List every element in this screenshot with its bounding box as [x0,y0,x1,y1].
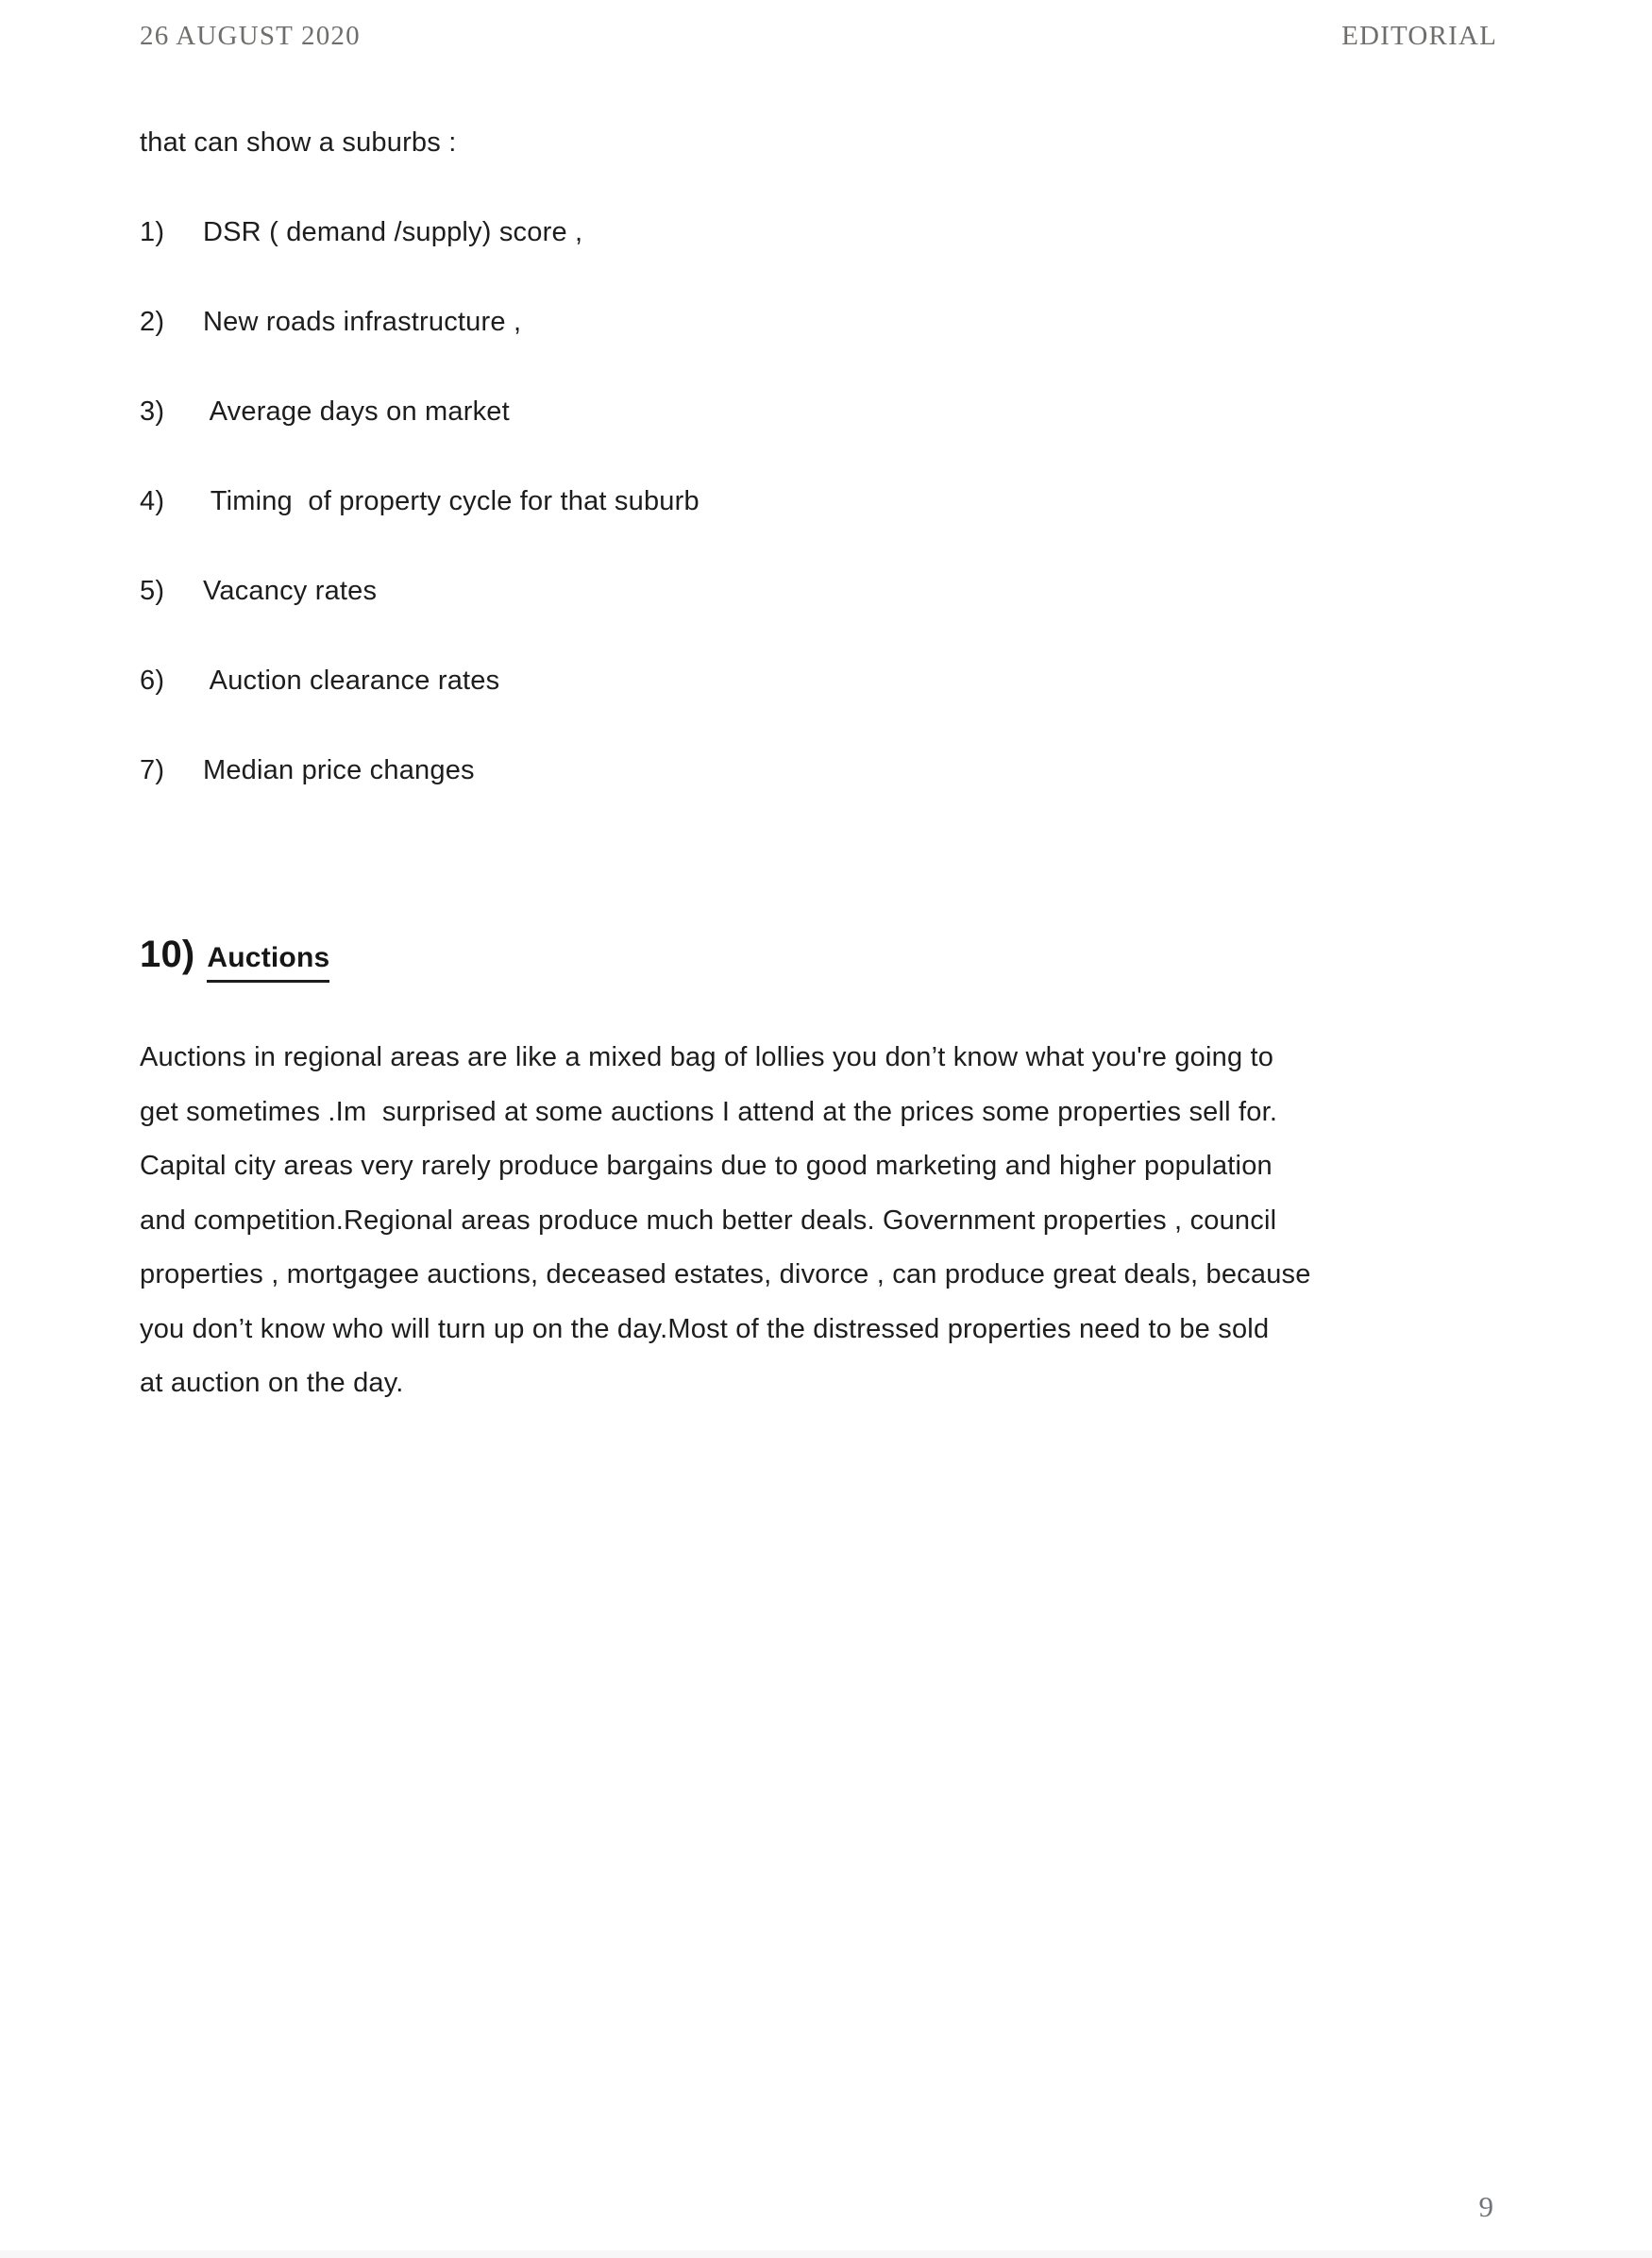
list-item [140,665,1497,697]
list-item [140,485,1497,517]
page-header [140,23,1497,50]
header-date: 26 AUGUST 2020 [140,21,361,51]
list-item-text: Auction clearance rates [203,666,500,696]
body-paragraph [140,1031,1497,1411]
list-item-text: DSR ( demand /supply) score , [203,217,583,247]
list-item-number: 5) [140,576,165,606]
list-item [140,216,1497,248]
paragraph-line: get sometimes .Im surprised at some auctions I attend at the prices some properties sell for. [140,1096,1278,1127]
list-item-text: Vacancy rates [203,576,378,606]
header-section-label: EDITORIAL [1341,21,1497,51]
section-heading-title: Auctions [207,939,329,983]
list-item-text: Median price changes [203,755,475,785]
list-item [140,306,1497,338]
list-item-number: 3) [140,396,165,427]
criteria-list [140,216,1497,844]
list-item-text: Timing of property cycle for that suburb [203,486,700,516]
list-item-text: New roads infrastructure , [203,307,522,337]
section-heading [140,933,329,983]
list-item [140,754,1497,786]
intro-text: that can show a suburbs : [140,127,457,158]
list-item [140,396,1497,428]
list-item-number: 7) [140,755,165,785]
list-item [140,575,1497,607]
page-bottom-edge [0,2250,1652,2258]
list-item-number: 4) [140,486,165,516]
paragraph-line: at auction on the day. [140,1368,404,1398]
list-item-number: 1) [140,217,165,247]
paragraph-line: Auctions in regional areas are like a mixed bag of lollies you don’t know what you're going to [140,1042,1274,1072]
paragraph-line: Capital city areas very rarely produce bargains due to good marketing and higher population [140,1151,1273,1181]
paragraph-line: properties , mortgagee auctions, deceased estates, divorce , can produce great deals, because [140,1259,1311,1289]
paragraph-line: and competition.Regional areas produce much better deals. Government properties , council [140,1205,1277,1236]
list-item-number: 6) [140,666,165,696]
section-heading-number: 10) [140,934,195,975]
list-item-text: Average days on market [203,396,510,427]
page-number: 9 [1478,2190,1493,2223]
list-item-number: 2) [140,307,165,337]
paragraph-line: you don’t know who will turn up on the day.Most of the distressed properties need to be sold [140,1313,1270,1344]
